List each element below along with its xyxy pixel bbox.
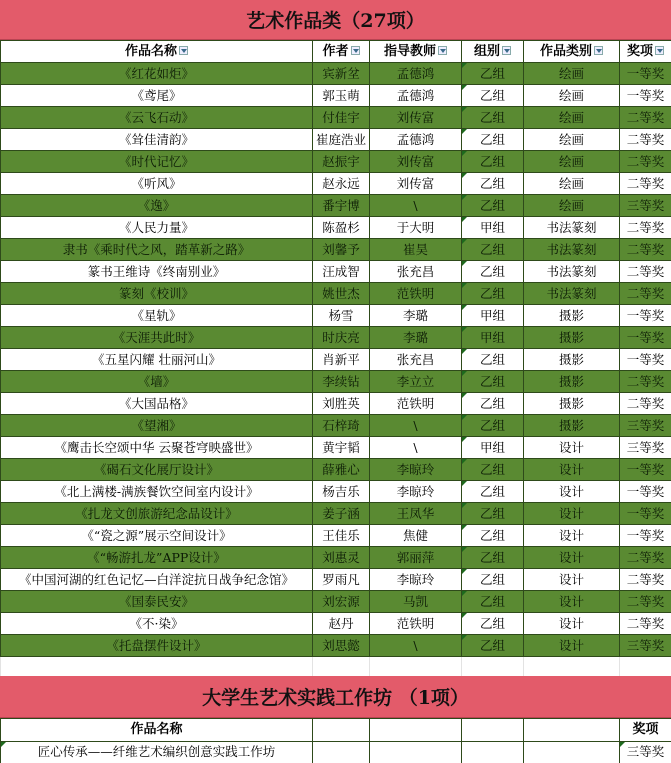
section1-title: 艺术作品类（27项） <box>246 10 425 32</box>
cell-title[interactable]: 《耸佳清韵》 <box>1 129 313 151</box>
table-row[interactable] <box>1 415 671 437</box>
cell-teacher[interactable]: 张充昌 <box>370 261 462 283</box>
table-row[interactable] <box>1 195 671 217</box>
table-row[interactable] <box>1 283 671 305</box>
filter-dropdown-icon[interactable] <box>351 46 360 55</box>
cell-author[interactable]: 赵丹 <box>313 613 370 635</box>
cell-author[interactable]: 赵振宇 <box>313 151 370 173</box>
table-row[interactable] <box>1 239 671 261</box>
cell-teacher[interactable]: 李晾玲 <box>370 459 462 481</box>
cell-group[interactable]: 甲组 <box>462 327 524 349</box>
cell-group[interactable]: 乙组 <box>462 635 524 657</box>
cell-group[interactable]: 乙组 <box>462 349 524 371</box>
table-row[interactable] <box>1 635 671 657</box>
cell-group[interactable]: 乙组 <box>462 107 524 129</box>
cell-category[interactable]: 绘画 <box>524 195 620 217</box>
cell-group[interactable]: 乙组 <box>462 503 524 525</box>
cell-award[interactable]: 二等奖 <box>620 393 671 415</box>
cell-title[interactable]: 《五星闪耀 壮丽河山》 <box>1 349 313 371</box>
cell-award[interactable]: 一等奖 <box>620 85 671 107</box>
cell-teacher[interactable]: 李晾玲 <box>370 481 462 503</box>
awards-table-art <box>0 40 671 679</box>
cell-teacher[interactable]: 于大明 <box>370 217 462 239</box>
cell-title[interactable]: 《扎龙文创旅游纪念品设计》 <box>1 503 313 525</box>
table-row[interactable] <box>1 261 671 283</box>
cell-group[interactable]: 乙组 <box>462 63 524 85</box>
cell-teacher[interactable]: 李璐 <box>370 305 462 327</box>
cell-teacher[interactable]: 马凯 <box>370 591 462 613</box>
cell-teacher[interactable]: 李立立 <box>370 371 462 393</box>
cell-category[interactable]: 摄影 <box>524 305 620 327</box>
cell-group[interactable]: 甲组 <box>462 217 524 239</box>
cell-award[interactable]: 三等奖 <box>620 437 671 459</box>
cell-author[interactable]: 刘胜英 <box>313 393 370 415</box>
cell-author[interactable]: 刘馨予 <box>313 239 370 261</box>
cell-teacher[interactable]: 李晾玲 <box>370 569 462 591</box>
col-header-author: 作者 <box>313 41 370 63</box>
cell-award[interactable]: 一等奖 <box>620 481 671 503</box>
cell-title[interactable]: 《云飞石动》 <box>1 107 313 129</box>
cell-teacher[interactable]: 张充昌 <box>370 349 462 371</box>
cell-award[interactable]: 一等奖 <box>620 459 671 481</box>
cell-author[interactable]: 杨雪 <box>313 305 370 327</box>
cell-category[interactable] <box>524 741 620 763</box>
cell-category[interactable]: 设计 <box>524 503 620 525</box>
cell-title[interactable]: 《逸》 <box>1 195 313 217</box>
cell-category[interactable]: 摄影 <box>524 393 620 415</box>
cell-author[interactable]: 罗雨凡 <box>313 569 370 591</box>
cell-teacher[interactable]: 范铁明 <box>370 283 462 305</box>
table-row[interactable] <box>1 305 671 327</box>
cell-author[interactable]: 姚世杰 <box>313 283 370 305</box>
cell-category[interactable]: 书法篆刻 <box>524 239 620 261</box>
col-header-category: 作品类别 <box>524 41 620 63</box>
col-header-empty <box>524 719 620 742</box>
cell-group[interactable]: 乙组 <box>462 239 524 261</box>
cell-group[interactable]: 乙组 <box>462 85 524 107</box>
cell-author[interactable]: 赵永远 <box>313 173 370 195</box>
cell-teacher[interactable] <box>370 741 462 763</box>
cell-category[interactable]: 绘画 <box>524 85 620 107</box>
col-header-award: 奖项 <box>620 41 671 63</box>
cell-group[interactable]: 乙组 <box>462 371 524 393</box>
col-header-teacher: 指导教师 <box>370 41 462 63</box>
table-row[interactable] <box>1 741 671 763</box>
cell-author[interactable]: 黄宇韬 <box>313 437 370 459</box>
cell-award[interactable]: 二等奖 <box>620 591 671 613</box>
cell-title[interactable]: 篆书王维诗《终南别业》 <box>1 261 313 283</box>
table-row[interactable] <box>1 591 671 613</box>
cell-group[interactable] <box>462 741 524 763</box>
filter-dropdown-icon[interactable] <box>594 46 603 55</box>
cell-teacher[interactable]: 王凤华 <box>370 503 462 525</box>
cell-author[interactable]: 番宇博 <box>313 195 370 217</box>
cell-title[interactable]: 《国泰民安》 <box>1 591 313 613</box>
cell-award[interactable]: 二等奖 <box>620 371 671 393</box>
cell-award[interactable]: 二等奖 <box>620 261 671 283</box>
cell-title[interactable]: 《大国品格》 <box>1 393 313 415</box>
cell-teacher[interactable]: \ <box>370 195 462 217</box>
cell-author[interactable]: 姜子涵 <box>313 503 370 525</box>
cell-author[interactable]: 宾新坌 <box>313 63 370 85</box>
filter-dropdown-icon[interactable] <box>179 46 188 55</box>
cell-teacher[interactable]: 范铁明 <box>370 393 462 415</box>
cell-title[interactable]: 匠心传承——纤维艺术编织创意实践工作坊 <box>1 741 313 763</box>
cell-group[interactable]: 乙组 <box>462 129 524 151</box>
cell-teacher[interactable]: 孟德鸿 <box>370 129 462 151</box>
cell-award[interactable]: 三等奖 <box>620 741 671 763</box>
cell-category[interactable]: 书法篆刻 <box>524 283 620 305</box>
cell-category[interactable]: 设计 <box>524 481 620 503</box>
cell-group[interactable]: 乙组 <box>462 569 524 591</box>
cell-teacher[interactable]: 郭丽萍 <box>370 547 462 569</box>
cell-category[interactable]: 设计 <box>524 437 620 459</box>
cell-teacher[interactable]: \ <box>370 437 462 459</box>
cell-group[interactable]: 乙组 <box>462 547 524 569</box>
cell-teacher[interactable]: 范铁明 <box>370 613 462 635</box>
cell-author[interactable]: 崔庭浩业 <box>313 129 370 151</box>
cell-award[interactable]: 二等奖 <box>620 547 671 569</box>
cell-teacher[interactable]: \ <box>370 635 462 657</box>
cell-title[interactable]: 隶书《乘时代之风，踏革新之路》 <box>1 239 313 261</box>
cell-award[interactable]: 二等奖 <box>620 283 671 305</box>
col-header-empty <box>370 719 462 742</box>
cell-group[interactable]: 乙组 <box>462 415 524 437</box>
cell-group[interactable]: 乙组 <box>462 591 524 613</box>
cell-group[interactable]: 乙组 <box>462 195 524 217</box>
cell-title[interactable]: 《不·染》 <box>1 613 313 635</box>
table-row[interactable] <box>1 481 671 503</box>
cell-award[interactable]: 二等奖 <box>620 129 671 151</box>
cell-award[interactable]: 二等奖 <box>620 151 671 173</box>
col-header-group: 组别 <box>462 41 524 63</box>
cell-award[interactable]: 二等奖 <box>620 173 671 195</box>
table-row[interactable] <box>1 547 671 569</box>
cell-title[interactable]: 《托盘摆件设计》 <box>1 635 313 657</box>
cell-category[interactable]: 摄影 <box>524 415 620 437</box>
table-row[interactable] <box>1 459 671 481</box>
table-row[interactable] <box>1 349 671 371</box>
table-row[interactable] <box>1 569 671 591</box>
cell-author[interactable] <box>313 741 370 763</box>
cell-award[interactable]: 三等奖 <box>620 415 671 437</box>
cell-award[interactable]: 二等奖 <box>620 217 671 239</box>
cell-category[interactable]: 摄影 <box>524 349 620 371</box>
cell-author[interactable]: 李续钻 <box>313 371 370 393</box>
section1-title-band <box>0 0 671 40</box>
table-row[interactable] <box>1 63 671 85</box>
cell-award[interactable]: 二等奖 <box>620 107 671 129</box>
cell-category[interactable]: 绘画 <box>524 151 620 173</box>
cell-title[interactable]: 《星轨》 <box>1 305 313 327</box>
table-row[interactable] <box>1 327 671 349</box>
cell-group[interactable]: 乙组 <box>462 393 524 415</box>
table-row[interactable] <box>1 129 671 151</box>
table-row[interactable] <box>1 85 671 107</box>
cell-title[interactable]: 《“瓷之源”展示空间设计》 <box>1 525 313 547</box>
cell-award[interactable]: 一等奖 <box>620 327 671 349</box>
cell-award[interactable]: 一等奖 <box>620 349 671 371</box>
cell-title[interactable]: 《鸢尾》 <box>1 85 313 107</box>
cell-award[interactable]: 二等奖 <box>620 569 671 591</box>
filter-dropdown-icon[interactable] <box>438 46 447 55</box>
table-row[interactable] <box>1 437 671 459</box>
cell-category[interactable]: 设计 <box>524 635 620 657</box>
table-row[interactable] <box>1 107 671 129</box>
cell-category[interactable]: 绘画 <box>524 129 620 151</box>
cell-teacher[interactable]: 李璐 <box>370 327 462 349</box>
cell-author[interactable]: 付佳宇 <box>313 107 370 129</box>
cell-author[interactable]: 陈盈杉 <box>313 217 370 239</box>
table-row[interactable] <box>1 503 671 525</box>
cell-title[interactable]: 《墙》 <box>1 371 313 393</box>
cell-award[interactable]: 三等奖 <box>620 195 671 217</box>
cell-award[interactable]: 二等奖 <box>620 613 671 635</box>
cell-title[interactable]: 《碣石文化展厅设计》 <box>1 459 313 481</box>
cell-teacher[interactable]: 孟德鸿 <box>370 85 462 107</box>
section2-title-band <box>0 676 671 718</box>
cell-award[interactable]: 一等奖 <box>620 503 671 525</box>
cell-author[interactable]: 郭玉萌 <box>313 85 370 107</box>
cell-category[interactable]: 设计 <box>524 613 620 635</box>
cell-category[interactable]: 摄影 <box>524 327 620 349</box>
cell-award[interactable]: 二等奖 <box>620 239 671 261</box>
cell-group[interactable]: 乙组 <box>462 459 524 481</box>
header-row <box>1 41 671 63</box>
cell-group[interactable]: 甲组 <box>462 437 524 459</box>
cell-author[interactable]: 肖新平 <box>313 349 370 371</box>
cell-title[interactable]: 《人民力量》 <box>1 217 313 239</box>
cell-group[interactable]: 乙组 <box>462 261 524 283</box>
cell-title[interactable]: 《红花如炬》 <box>1 63 313 85</box>
section2-title: 大学生艺术实践工作坊 （1项） <box>202 687 469 709</box>
cell-category[interactable]: 书法篆刻 <box>524 261 620 283</box>
cell-category[interactable]: 设计 <box>524 569 620 591</box>
cell-author[interactable]: 薛雅心 <box>313 459 370 481</box>
cell-author[interactable]: 刘宏源 <box>313 591 370 613</box>
cell-title[interactable]: 《中国河湖的红色记忆—白洋淀抗日战争纪念馆》 <box>1 569 313 591</box>
table-row[interactable] <box>1 393 671 415</box>
cell-author[interactable]: 石梓琦 <box>313 415 370 437</box>
col-header-empty <box>313 719 370 742</box>
cell-category[interactable]: 绘画 <box>524 107 620 129</box>
table-row[interactable] <box>1 613 671 635</box>
cell-award[interactable]: 三等奖 <box>620 635 671 657</box>
cell-title[interactable]: 篆刻《校训》 <box>1 283 313 305</box>
cell-group[interactable]: 乙组 <box>462 173 524 195</box>
cell-title[interactable]: 《天涯共此时》 <box>1 327 313 349</box>
cell-author[interactable]: 刘思懿 <box>313 635 370 657</box>
col-header-title: 作品名称 <box>1 719 313 742</box>
cell-group[interactable]: 甲组 <box>462 305 524 327</box>
cell-award[interactable]: 一等奖 <box>620 525 671 547</box>
cell-teacher[interactable]: 刘传富 <box>370 151 462 173</box>
cell-teacher[interactable]: 孟德鸿 <box>370 63 462 85</box>
cell-category[interactable]: 设计 <box>524 547 620 569</box>
cell-teacher[interactable]: 刘传富 <box>370 173 462 195</box>
filter-dropdown-icon[interactable] <box>502 46 511 55</box>
cell-teacher[interactable]: 焦健 <box>370 525 462 547</box>
col-header-title: 作品名称 <box>1 41 313 63</box>
cell-group[interactable]: 乙组 <box>462 481 524 503</box>
cell-title[interactable]: 《北上满楼-满族餐饮空间室内设计》 <box>1 481 313 503</box>
table-row[interactable] <box>1 151 671 173</box>
cell-category[interactable]: 绘画 <box>524 173 620 195</box>
filter-dropdown-icon[interactable] <box>655 46 664 55</box>
cell-category[interactable]: 摄影 <box>524 371 620 393</box>
cell-teacher[interactable]: \ <box>370 415 462 437</box>
col-header-empty <box>462 719 524 742</box>
cell-title[interactable]: 《鹰击长空颂中华 云聚苍穹映盛世》 <box>1 437 313 459</box>
awards-table-workshop <box>0 718 671 763</box>
table-row[interactable] <box>1 371 671 393</box>
cell-category[interactable]: 绘画 <box>524 63 620 85</box>
header-row <box>1 719 671 742</box>
cell-award[interactable]: 一等奖 <box>620 63 671 85</box>
cell-group[interactable]: 乙组 <box>462 151 524 173</box>
cell-category[interactable]: 书法篆刻 <box>524 217 620 239</box>
cell-teacher[interactable]: 崔昊 <box>370 239 462 261</box>
cell-group[interactable]: 乙组 <box>462 613 524 635</box>
cell-author[interactable]: 时庆亮 <box>313 327 370 349</box>
cell-teacher[interactable]: 刘传富 <box>370 107 462 129</box>
cell-author[interactable]: 汪成智 <box>313 261 370 283</box>
table-row[interactable] <box>1 173 671 195</box>
table-row[interactable] <box>1 217 671 239</box>
cell-category[interactable]: 设计 <box>524 525 620 547</box>
cell-category[interactable]: 设计 <box>524 591 620 613</box>
cell-author[interactable]: 王佳乐 <box>313 525 370 547</box>
cell-author[interactable]: 杨吉乐 <box>313 481 370 503</box>
cell-author[interactable]: 刘惠灵 <box>313 547 370 569</box>
cell-category[interactable]: 设计 <box>524 459 620 481</box>
cell-title[interactable]: 《望湘》 <box>1 415 313 437</box>
cell-group[interactable]: 乙组 <box>462 283 524 305</box>
cell-title[interactable]: 《听风》 <box>1 173 313 195</box>
table-row[interactable] <box>1 525 671 547</box>
cell-group[interactable]: 乙组 <box>462 525 524 547</box>
cell-title[interactable]: 《“畅游扎龙”APP设计》 <box>1 547 313 569</box>
cell-title[interactable]: 《时代记忆》 <box>1 151 313 173</box>
cell-award[interactable]: 一等奖 <box>620 305 671 327</box>
col-header-award: 奖项 <box>620 719 671 742</box>
